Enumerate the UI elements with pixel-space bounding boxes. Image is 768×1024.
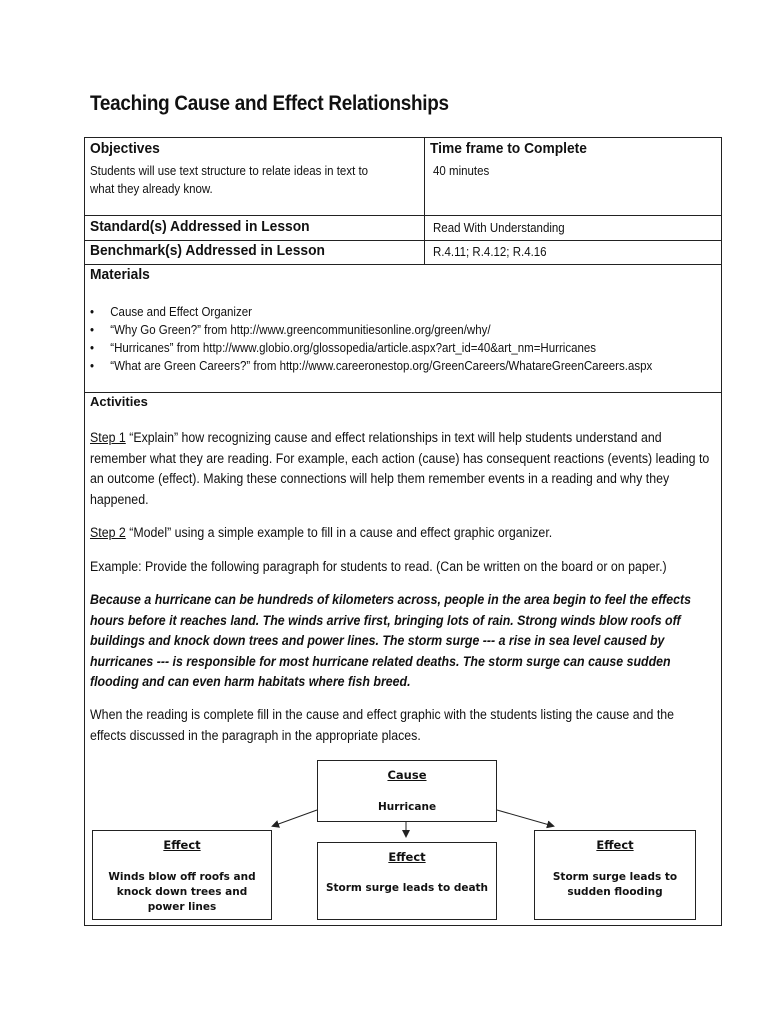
benchmarks-heading: Benchmark(s) Addressed in Lesson: [90, 242, 325, 259]
step2-label: Step 2: [90, 525, 126, 540]
cause-label: Cause: [387, 768, 427, 782]
page-title: Teaching Cause and Effect Relationships: [90, 92, 449, 115]
materials-item: • “Why Go Green?” from http://www.greencommunitiesonline.org/green/why/: [90, 321, 652, 339]
effect-label: Effect: [388, 850, 426, 864]
column-divider: [424, 137, 425, 264]
hurricane-passage: Because a hurricane can be hundreds of kilometers across, people in the area begin to feel the effects hours before it reaches land. The winds arrive first, bringing lots of rain. Strong winds blow roofs off buildings and knock down trees and power lines. The storm surge --- a rise in sea level caused by hurricanes --- is responsible for most hurricane related deaths. The storm surge can cause sudden flooding and can even harm habitats where fish breed.: [90, 592, 692, 689]
timeframe-value: 40 minutes: [433, 164, 490, 178]
timeframe-heading: Time frame to Complete: [430, 140, 587, 157]
step1-text: “Explain” how recognizing cause and effect relationships in text will help students understand and remember what they are reading. For example, each action (cause) has consequent reactions (events) leading to an outcome (effect). Making these connections will help them remember events in a reading and why they happened.: [90, 430, 710, 507]
standards-heading: Standard(s) Addressed in Lesson: [90, 218, 310, 235]
effect-box: [92, 830, 272, 920]
closing-text: When the reading is complete fill in the cause and effect graphic with the students listing the cause and the effects discussed in the paragraph in the appropriate places.: [90, 707, 675, 743]
row-divider: [84, 392, 722, 393]
effect-label: Effect: [163, 838, 201, 852]
example-text: Example: Provide the following paragraph for students to read. (Can be written on the board or on paper.): [90, 559, 667, 574]
cause-text: Hurricane: [377, 801, 437, 813]
step1-label: Step 1: [90, 430, 126, 445]
materials-item: • “What are Green Careers?” from http://www.careeronestop.org/GreenCareers/WhatareGreenCareers.aspx: [90, 357, 652, 375]
activities-heading: Activities: [90, 394, 148, 409]
row-divider: [84, 240, 722, 241]
step2-paragraph: [90, 523, 714, 544]
materials-item: • “Hurricanes” from http://www.globio.org/glossopedia/article.aspx?art_id=40&art_nm=Hurricanes: [90, 339, 652, 357]
standards-value: Read With Understanding: [433, 221, 565, 235]
row-divider: [84, 264, 722, 265]
effect-text: Storm surge leads to sudden flooding: [552, 871, 678, 898]
objectives-text-line1: Students will use text structure to relate ideas in text to: [90, 164, 369, 178]
row-divider: [84, 215, 722, 216]
effect-text: Storm surge leads to death: [325, 882, 489, 894]
step2-text: “Model” using a simple example to fill in a cause and effect graphic organizer.: [125, 525, 553, 540]
benchmarks-value: R.4.11; R.4.12; R.4.16: [433, 245, 547, 259]
effect-label: Effect: [596, 838, 634, 852]
cause-box: [317, 760, 497, 822]
materials-list: [90, 303, 701, 375]
objectives-text-line2: what they already know.: [90, 182, 213, 196]
effect-text: Winds blow off roofs and knock down trees and power lines: [108, 871, 256, 913]
step1-paragraph: [90, 428, 714, 510]
effect-box: [534, 830, 696, 920]
effect-box: [317, 842, 497, 920]
materials-item: • Cause and Effect Organizer: [90, 303, 652, 321]
materials-heading: Materials: [90, 266, 150, 283]
objectives-heading: Objectives: [90, 140, 160, 157]
